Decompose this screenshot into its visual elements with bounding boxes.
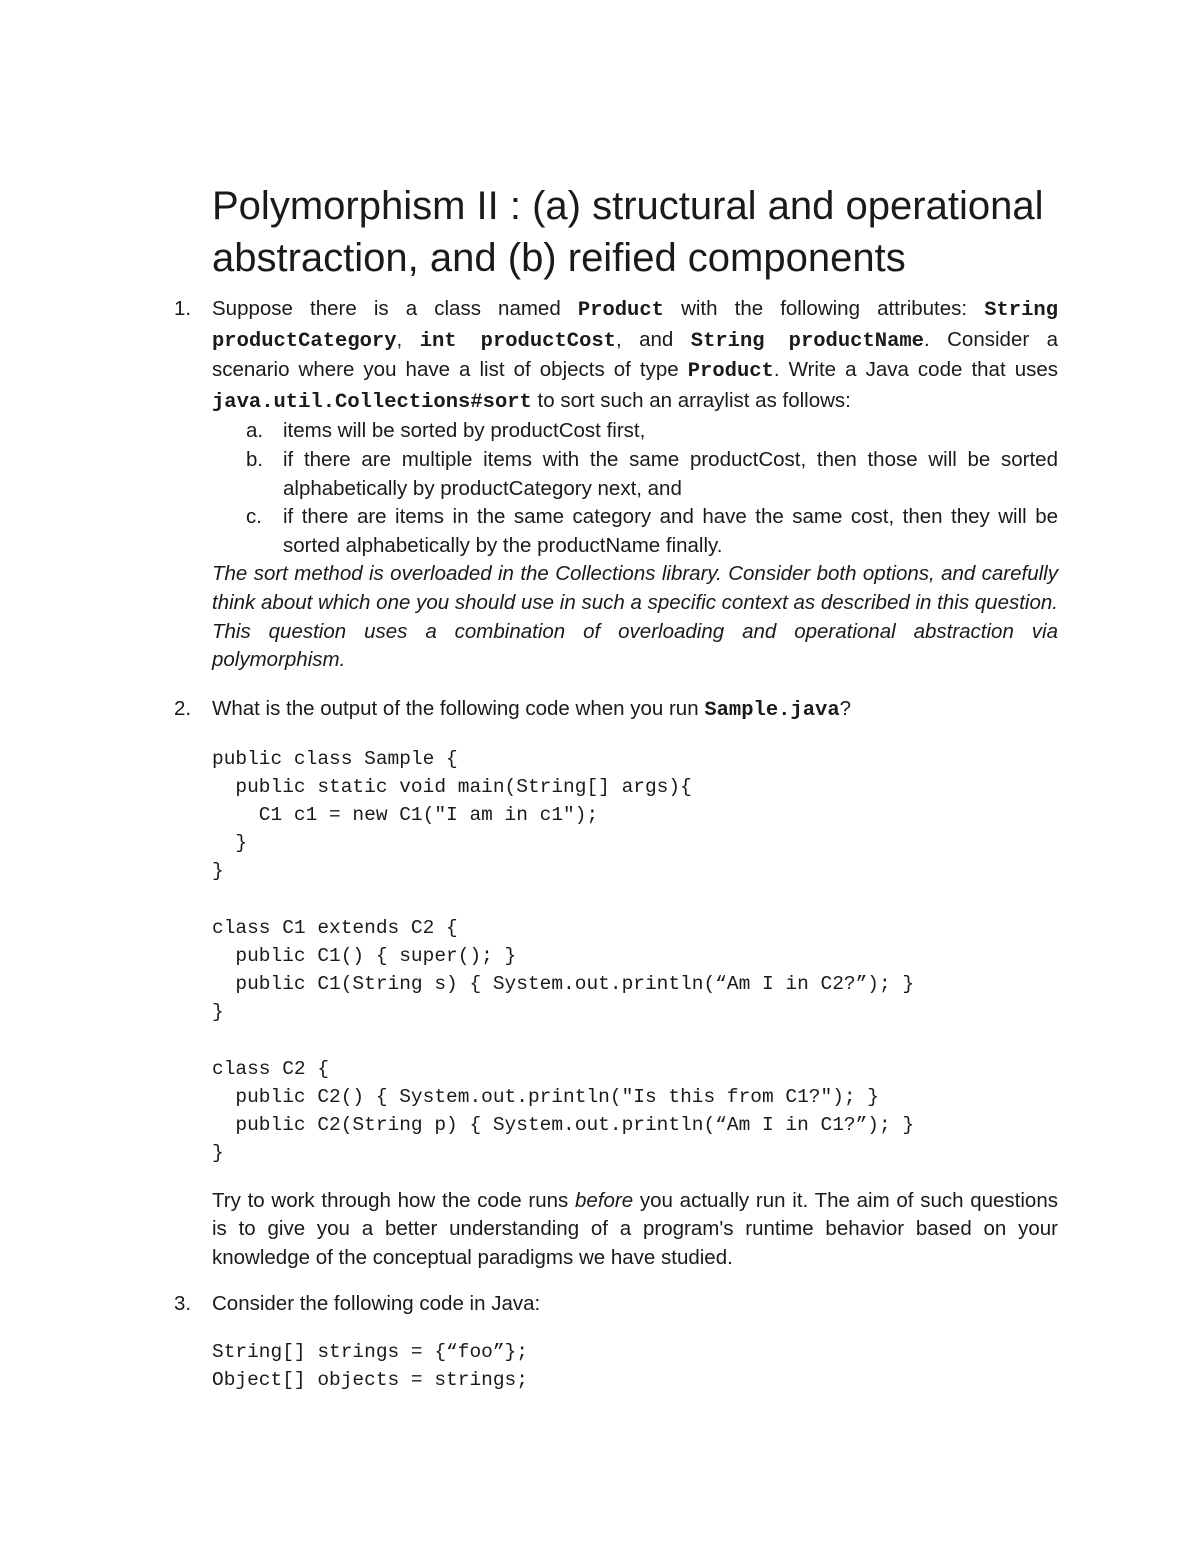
inline-code: String productCategory	[212, 299, 1059, 353]
list-item: b. if there are multiple items with the same productCost, then those will be sorted alphabetically by productCategory next, and	[246, 447, 1058, 500]
code-line: public class Sample {	[212, 747, 458, 770]
question-1-note: The sort method is overloaded in the Collections library. Consider both options, and carefully think about which one you should use in such a specific context as described in this question. This question uses a combination of overloading and operational abstraction via polymorphism.	[212, 562, 1058, 672]
inline-code: int productCost	[419, 329, 616, 353]
code-line: }	[212, 1001, 224, 1024]
question-3	[174, 1290, 1058, 1394]
question-number: 2.	[174, 697, 192, 720]
inline-code: java.util.Collections#sort	[212, 390, 532, 414]
question-2-text: What is the output of the following code when you run Sample.java?	[212, 697, 852, 722]
list-letter: a.	[246, 419, 264, 443]
code-line: public C2(String p) { System.out.println(“Am I in C1?”); }	[212, 1114, 915, 1137]
question-1	[174, 295, 1059, 675]
list-letter: b.	[246, 447, 264, 471]
list-item: a. items will be sorted by productCost first,	[212, 417, 1058, 446]
inline-code: Product	[577, 299, 664, 322]
list-item: c. if there are items in the same category and have the same cost, then they will be sorted alphabetically by the productName finally.	[246, 505, 1058, 557]
code-line: public C1() { super(); }	[212, 945, 517, 968]
question-2-paragraph: Try to work through how the code runs before you actually run it. The aim of such questions is to give you a better understanding of a program's runtime behavior based on your knowledge of the conceptual paradigms we have studied.	[212, 1188, 1058, 1269]
code-line: public C1(String s) { System.out.println(“Am I in C2?”); }	[212, 973, 915, 996]
inline-code: Product	[687, 360, 774, 384]
code-line: Object[] objects = strings;	[212, 1368, 528, 1391]
list-letter: c.	[246, 505, 262, 529]
code-line: }	[212, 832, 248, 855]
code-line: }	[212, 860, 224, 883]
question-2	[174, 695, 1058, 1272]
code-line: public C2() { System.out.println("Is this from C1?"); }	[212, 1086, 880, 1109]
inline-code: Sample.java	[704, 699, 840, 722]
code-block	[212, 1338, 1058, 1394]
question-number: 3.	[174, 1292, 192, 1315]
code-line: }	[212, 1142, 224, 1165]
code-line: C1 c1 = new C1("I am in c1");	[212, 804, 599, 826]
code-line: class C1 extends C2 {	[212, 916, 458, 939]
question-3-text: Consider the following code in Java:	[212, 1292, 541, 1315]
question-1-text: Suppose there is a class named Product with the following attributes: String productCategory, int productCost, and String productName. Consider a scenario where you have a list of objects of type Product. Write a Java code that uses java.util.Collections#sort to sort such an arraylist as follows:	[212, 297, 1059, 414]
inline-code: String productName	[690, 329, 924, 353]
page-title: Polymorphism II : (a) structural and operational abstraction, and (b) reified components	[212, 184, 1044, 280]
code-line: String[] strings = {“foo”};	[212, 1340, 528, 1363]
code-line: public static void main(String[] args){	[212, 775, 692, 798]
code-block	[212, 745, 1058, 1168]
question-number: 1.	[174, 297, 192, 320]
code-line: class C2 {	[212, 1057, 330, 1080]
